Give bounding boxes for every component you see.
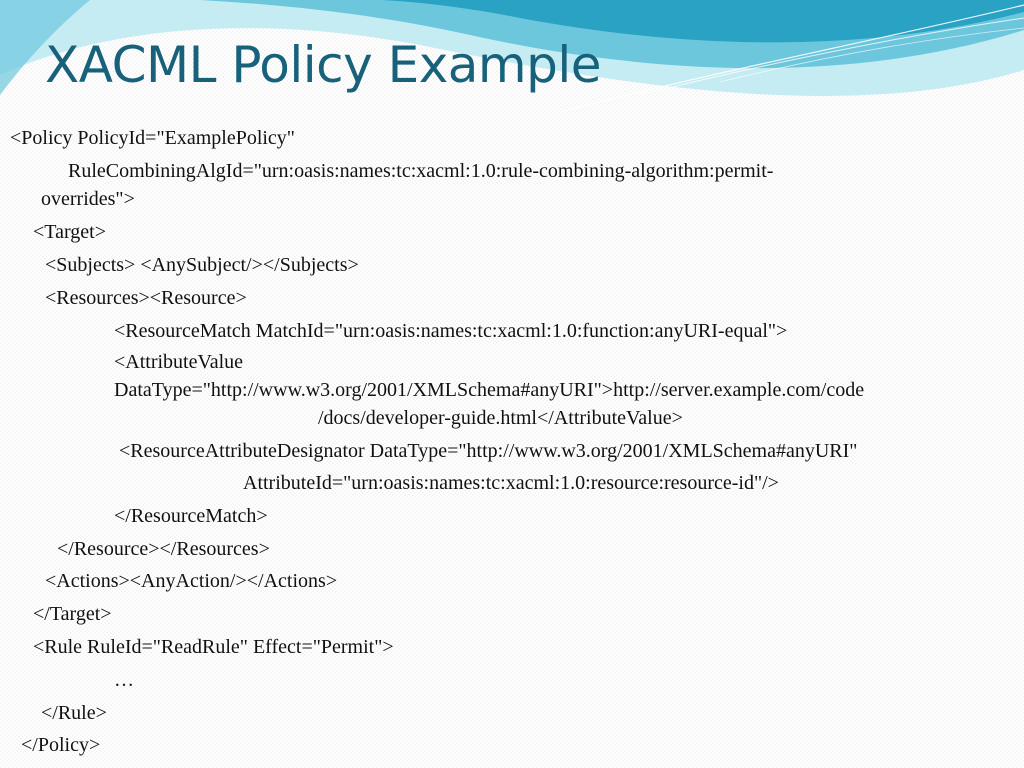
code-line: </ResourceMatch> (114, 505, 268, 527)
code-line: </Target> (33, 603, 112, 625)
code-line: <Actions><AnyAction/></Actions> (45, 570, 338, 592)
code-line: <ResourceMatch MatchId="urn:oasis:names:tc:xacml:1.0:function:anyURI-equal"> (114, 320, 788, 342)
slide-title: XACML Policy Example (45, 36, 602, 94)
code-line: <ResourceAttributeDesignator DataType="http://www.w3.org/2001/XMLSchema#anyURI" (119, 440, 858, 462)
code-line: … (114, 669, 134, 691)
code-line: overrides"> (41, 188, 135, 210)
code-line: RuleCombiningAlgId="urn:oasis:names:tc:xacml:1.0:rule-combining-algorithm:permit- (68, 160, 774, 182)
code-line: <AttributeValue (114, 351, 244, 373)
code-line: </Resource></Resources> (57, 538, 270, 560)
code-line: DataType="http://www.w3.org/2001/XMLSchema#anyURI">http://server.example.com/code (114, 379, 865, 401)
code-line: /docs/developer-guide.html</AttributeValue> (318, 407, 683, 429)
code-line: <Resources><Resource> (45, 287, 247, 309)
code-line: <Target> (33, 221, 106, 243)
code-line: <Policy PolicyId="ExamplePolicy" (10, 127, 295, 149)
code-line: </Policy> (21, 734, 101, 756)
code-line: <Rule RuleId="ReadRule" Effect="Permit"> (33, 636, 394, 658)
code-line: AttributeId="urn:oasis:names:tc:xacml:1.0:resource:resource-id"/> (243, 472, 779, 494)
code-line: <Subjects> <AnySubject/></Subjects> (45, 254, 359, 276)
code-line: </Rule> (41, 702, 107, 724)
